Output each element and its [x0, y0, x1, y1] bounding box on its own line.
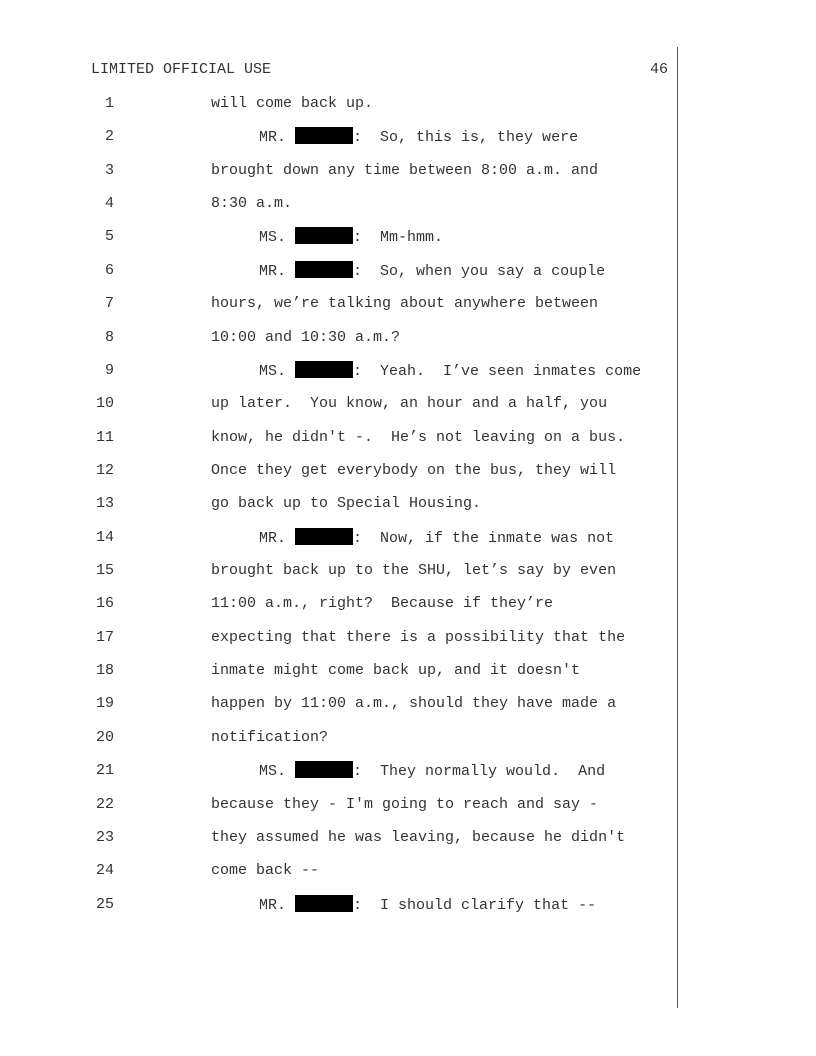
- speaker-title: MR.: [259, 896, 287, 914]
- line-number: 12: [95, 461, 114, 479]
- line-number: 23: [95, 828, 114, 846]
- line-text: [211, 428, 625, 448]
- line-number: 19: [95, 695, 114, 713]
- line-number: 22: [95, 795, 114, 813]
- line-number: 7: [104, 295, 114, 313]
- speech-text: : So, when you say a couple: [353, 262, 606, 280]
- line-text: [211, 328, 400, 348]
- speaker-title: MR.: [259, 129, 287, 147]
- speaker-line-text: [259, 261, 605, 282]
- line-text: [211, 94, 373, 114]
- line-text: [211, 795, 598, 815]
- speaker-line-text: [259, 761, 605, 782]
- speech-text: go back up to Special Housing.: [211, 495, 482, 513]
- transcript-line: [0, 361, 676, 381]
- line-text: [211, 461, 616, 481]
- speech-text: 11:00 a.m., right? Because if they’re: [211, 595, 554, 613]
- speech-text: : Yeah. I’ve seen inmates come: [353, 362, 642, 380]
- transcript-line: [0, 261, 676, 281]
- redaction-box: [295, 761, 353, 778]
- transcript-line: [0, 661, 676, 681]
- line-number: 24: [95, 862, 114, 880]
- line-text: [211, 394, 607, 414]
- speech-text: will come back up.: [211, 95, 374, 112]
- redaction-box: [295, 528, 353, 545]
- transcript-line: [0, 328, 676, 348]
- line-text: [211, 161, 598, 181]
- speech-text: : I should clarify that --: [353, 896, 597, 914]
- transcript-line: [0, 461, 676, 481]
- transcript-line: [0, 227, 676, 247]
- speaker-title: MS.: [259, 229, 287, 247]
- line-number: 10: [95, 395, 114, 413]
- transcript-line: [0, 861, 676, 881]
- redaction-box: [295, 127, 353, 144]
- line-number: 9: [104, 361, 114, 379]
- transcript-line: [0, 728, 676, 748]
- line-number: 14: [95, 528, 114, 546]
- line-number: 11: [95, 428, 114, 446]
- speaker-title: MR.: [259, 262, 287, 280]
- speech-text: know, he didn't -. He’s not leaving on a bus.: [211, 428, 626, 446]
- speaker-line-text: [259, 127, 578, 148]
- redaction-box: [295, 261, 353, 278]
- speech-text: notification?: [211, 728, 329, 746]
- line-text: [211, 294, 598, 314]
- speech-text: come back --: [211, 862, 320, 880]
- transcript-line: [0, 795, 676, 815]
- line-text: [211, 194, 292, 214]
- transcript-line: [0, 561, 676, 581]
- speaker-line-text: [259, 528, 614, 549]
- speech-text: up later. You know, an hour and a half, you: [211, 395, 608, 413]
- transcript-line: [0, 828, 676, 848]
- page-number: 46: [649, 61, 668, 78]
- speech-text: : So, this is, they were: [353, 129, 579, 147]
- speaker-title: MS.: [259, 362, 287, 380]
- line-number: 2: [104, 128, 114, 146]
- speech-text: : Now, if the inmate was not: [353, 529, 615, 547]
- line-number: 16: [95, 595, 114, 613]
- transcript-line: [0, 528, 676, 548]
- line-text: [211, 661, 580, 681]
- line-number: 4: [104, 195, 114, 213]
- line-text: [211, 828, 625, 848]
- line-text: [211, 494, 481, 514]
- speaker-title: MS.: [259, 763, 287, 781]
- classification-header: LIMITED OFFICIAL USE: [91, 61, 272, 78]
- line-text: [211, 594, 553, 614]
- transcript-line: [0, 94, 676, 114]
- transcript-line: [0, 194, 676, 214]
- speech-text: Once they get everybody on the bus, they will: [211, 461, 617, 479]
- transcript-line: [0, 628, 676, 648]
- transcript-line: [0, 127, 676, 147]
- transcript-line: [0, 895, 676, 915]
- line-text: [211, 628, 625, 648]
- speech-text: they assumed he was leaving, because he didn't: [211, 828, 626, 846]
- redaction-box: [295, 895, 353, 912]
- speech-text: hours, we’re talking about anywhere between: [211, 295, 599, 313]
- transcript-line: [0, 294, 676, 314]
- transcript-line: [0, 394, 676, 414]
- speech-text: : Mm-hmm.: [353, 229, 444, 247]
- line-number: 21: [95, 762, 114, 780]
- speech-text: inmate might come back up, and it doesn't: [211, 662, 581, 680]
- line-number: 6: [104, 261, 114, 279]
- speaker-line-text: [259, 895, 596, 916]
- transcript-line: [0, 494, 676, 514]
- line-text: [211, 694, 616, 714]
- line-text: [211, 561, 616, 581]
- line-number: 3: [104, 161, 114, 179]
- line-number: 25: [95, 895, 114, 913]
- line-number: 20: [95, 728, 114, 746]
- redaction-box: [295, 227, 353, 244]
- line-text: [211, 861, 319, 881]
- speech-text: : They normally would. And: [353, 763, 606, 781]
- line-text: [211, 728, 328, 748]
- line-number: 8: [104, 328, 114, 346]
- speaker-title: MR.: [259, 529, 287, 547]
- right-margin-rule: [677, 47, 678, 1008]
- transcript-line: [0, 694, 676, 714]
- line-number: 1: [104, 95, 114, 112]
- line-number: 5: [104, 228, 114, 246]
- speech-text: happen by 11:00 a.m., should they have made a: [211, 695, 617, 713]
- line-number: 15: [95, 562, 114, 580]
- speech-text: brought down any time between 8:00 a.m. and: [211, 161, 599, 179]
- speech-text: because they - I'm going to reach and say -: [211, 795, 599, 813]
- speech-text: brought back up to the SHU, let’s say by even: [211, 562, 617, 580]
- redaction-box: [295, 361, 353, 378]
- transcript-line: [0, 161, 676, 181]
- transcript-line: [0, 594, 676, 614]
- line-number: 18: [95, 662, 114, 680]
- speech-text: expecting that there is a possibility that the: [211, 628, 626, 646]
- speaker-line-text: [259, 361, 641, 382]
- line-number: 17: [95, 628, 114, 646]
- transcript-line: [0, 761, 676, 781]
- speech-text: 8:30 a.m.: [211, 195, 293, 213]
- transcript-line: [0, 428, 676, 448]
- line-number: 13: [95, 495, 114, 513]
- speaker-line-text: [259, 227, 443, 248]
- speech-text: 10:00 and 10:30 a.m.?: [211, 328, 401, 346]
